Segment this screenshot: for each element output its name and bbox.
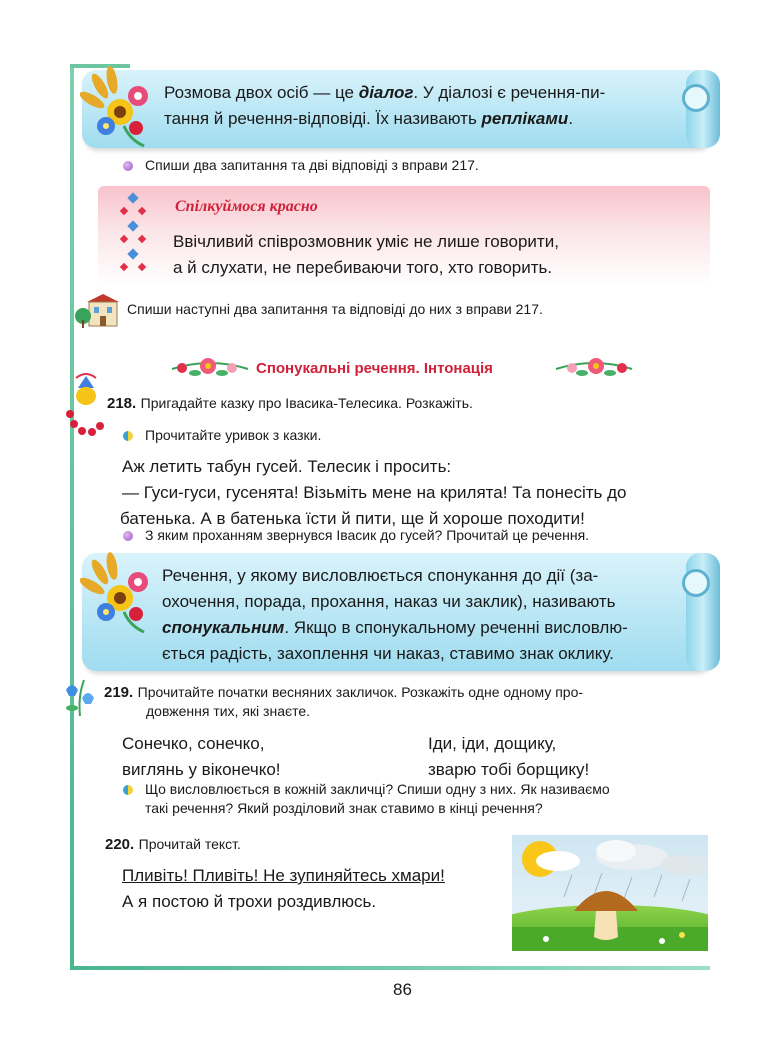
bullet-icon	[123, 431, 133, 441]
question-text: Що висловлюється в кожній закличці? Спиши одну з них. Як називаємо такі речення? Який розділовий знак ставимо в кінці речення?	[145, 781, 610, 816]
page-frame-left	[70, 64, 74, 970]
bullet-icon	[123, 531, 133, 541]
poem-clouds: Пливіть! Пливіть! Не зупиняйтесь хмари! А я постою й трохи роздивлюсь.	[122, 866, 445, 911]
flower-bouquet-icon	[80, 552, 160, 634]
spring-chant-rain: Іди, іди, дощику, зварю тобі борщику!	[428, 734, 590, 779]
rule-text-dialog: Розмова двох осіб — це діалог. У діалозі є речення-пи- тання й речення-відповіді. Їх називають репліками.	[164, 83, 606, 128]
spring-chant-sun: Сонечко, сонечко, виглянь у віконечко!	[122, 734, 281, 779]
section-title: Спонукальні речення. Інтонація	[256, 360, 493, 377]
house-icon	[73, 292, 121, 328]
task-text: Спиши два запитання та дві відповіді з вправи 217.	[145, 157, 479, 173]
bullet-icon	[123, 785, 133, 795]
page-number: 86	[393, 980, 412, 999]
homework-text: Спиши наступні два запитання та відповіді до них з вправи 217.	[127, 301, 543, 317]
floral-ornament-left-icon	[170, 355, 250, 381]
polite-talk-text: Ввічливий співрозмовник уміє не лише говорити, а й слухати, не перебиваючи того, хто говорить.	[173, 232, 559, 277]
exercise-219: 219. Прочитайте початки весняних закличок. Розкажіть одне одному про- довження тих, які знаєте.	[104, 684, 584, 719]
mushroom-rain-illustration	[512, 835, 708, 951]
embroidery-ornament-icon	[118, 192, 148, 276]
fairy-tale-excerpt: Аж летить табун гусей. Телесик і просить: — Гуси-гуси, гусенята! Візьміть мене на крилята! Та понесіть до батенька. А в батенька їсти й пити, ще й хороше походити!	[120, 457, 627, 528]
exercise-220: 220. Прочитай текст.	[105, 836, 241, 853]
page-frame-bottom	[70, 966, 710, 970]
task-text: Прочитайте уривок з казки.	[145, 427, 322, 443]
floral-ornament-right-icon	[554, 355, 634, 381]
bluebell-flowers-icon	[60, 676, 100, 718]
bell-bead-necklace-icon	[62, 370, 110, 442]
rule-text-imperative: Речення, у якому висловлюється спонукання до дії (за- охочення, порада, прохання, наказ чи заклик), називають спонукальним. Якщо в спонукальному реченні висловлю- ється радість, захоплення чи наказ, ставимо знак оклику.	[162, 566, 628, 663]
bullet-icon	[123, 161, 133, 171]
polite-talk-title: Спілкуймося красно	[175, 198, 318, 215]
flower-bouquet-icon	[80, 66, 160, 148]
question-text: З яким проханням звернувся Івасик до гусей? Прочитай це речення.	[145, 527, 590, 543]
exercise-218: 218. Пригадайте казку про Івасика-Телесика. Розкажіть.	[107, 395, 473, 412]
